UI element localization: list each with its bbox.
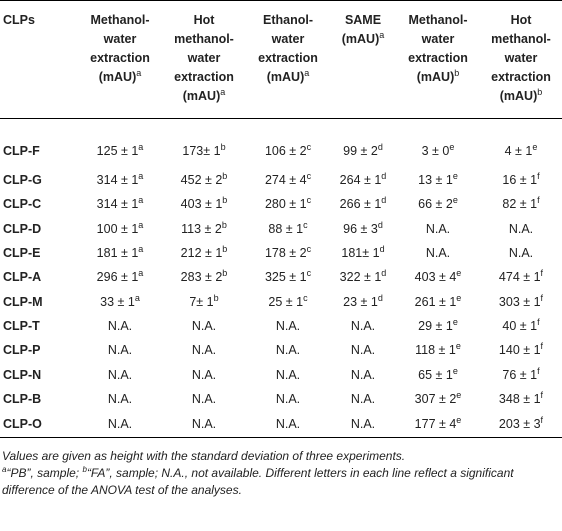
row-label: CLP-T bbox=[3, 318, 40, 333]
table-cell bbox=[78, 241, 162, 265]
table-cell bbox=[246, 387, 330, 411]
cell-value: 66 ± 2 bbox=[418, 197, 453, 212]
cell-value: 314 ± 1 bbox=[96, 173, 139, 188]
table-cell bbox=[246, 411, 330, 438]
table-cell bbox=[162, 217, 246, 241]
table-cell bbox=[480, 119, 562, 169]
table-row bbox=[0, 362, 562, 386]
cell-value: N.A. bbox=[191, 367, 217, 382]
cell-value: 274 ± 4 bbox=[264, 173, 307, 188]
table-cell bbox=[162, 265, 246, 289]
table-cell bbox=[480, 217, 562, 241]
significance-letter: b bbox=[222, 195, 228, 206]
cell-value: 96 ± 3 bbox=[343, 221, 378, 236]
cell-value: 33 ± 1 bbox=[100, 294, 135, 309]
significance-letter: e bbox=[456, 389, 462, 400]
significance-letter: a bbox=[138, 268, 144, 279]
cell-value: 100 ± 1 bbox=[96, 221, 139, 236]
table-cell bbox=[246, 362, 330, 386]
column-header-1 bbox=[78, 1, 162, 119]
table-cell bbox=[396, 338, 480, 362]
table-cell bbox=[162, 387, 246, 411]
column-header-clps bbox=[0, 1, 78, 119]
cell-value: 177 ± 4 bbox=[414, 416, 457, 431]
significance-letter: b bbox=[213, 292, 219, 303]
table-row bbox=[0, 241, 562, 265]
table-row bbox=[0, 338, 562, 362]
cell-value: 113 ± 2 bbox=[181, 221, 222, 236]
footnote-values: Values are given as height with the standard deviation of three experiments. bbox=[2, 449, 406, 463]
row-label: CLP-A bbox=[3, 270, 42, 285]
table-cell bbox=[246, 289, 330, 313]
header-line: Ethanol- bbox=[263, 13, 313, 27]
header-line: Methanol- bbox=[90, 13, 150, 27]
table-cell bbox=[330, 168, 396, 192]
cell-value: N.A. bbox=[425, 246, 451, 261]
significance-letter: d bbox=[377, 141, 383, 152]
row-label: CLP-B bbox=[3, 391, 42, 406]
cell-value: 40 ± 1 bbox=[502, 318, 538, 333]
header-superscript: a bbox=[379, 30, 385, 40]
table-row bbox=[0, 411, 562, 438]
table-cell bbox=[480, 314, 562, 338]
column-header-3 bbox=[246, 1, 330, 119]
table-cell bbox=[396, 289, 480, 313]
table-cell bbox=[396, 362, 480, 386]
table-cell bbox=[396, 387, 480, 411]
cell-value: N.A. bbox=[508, 246, 534, 261]
table-cell bbox=[78, 217, 162, 241]
significance-letter: c bbox=[306, 268, 312, 279]
header-line: methanol- bbox=[174, 32, 234, 46]
cell-value: 403 ± 1 bbox=[180, 197, 223, 212]
header-superscript: b bbox=[537, 87, 543, 97]
significance-letter: a bbox=[138, 171, 144, 182]
cell-value: 452 ± 2 bbox=[180, 173, 223, 188]
cell-value: 16 ± 1 bbox=[502, 173, 538, 188]
cell-value: 7± 1 bbox=[189, 294, 214, 309]
cell-value: 88 ± 1 bbox=[268, 221, 304, 236]
table-cell bbox=[330, 314, 396, 338]
table-cell bbox=[246, 217, 330, 241]
table-cell bbox=[162, 362, 246, 386]
footnote-text-b: “FA”, sample; N.A., not available. Different letters in each line reflect a significant difference of the ANOVA test of the analyses. bbox=[2, 466, 514, 497]
table-cell bbox=[162, 168, 246, 192]
table-cell bbox=[480, 192, 562, 216]
cell-value: 296 ± 1 bbox=[96, 270, 139, 285]
table-cell bbox=[330, 241, 396, 265]
table-cell bbox=[78, 168, 162, 192]
row-label: CLP-M bbox=[3, 294, 43, 309]
header-row bbox=[0, 1, 562, 119]
table-row bbox=[0, 217, 562, 241]
cell-value: 280 ± 1 bbox=[264, 197, 307, 212]
table-cell bbox=[330, 362, 396, 386]
cell-value: 403 ± 4 bbox=[414, 270, 457, 285]
header-line: (mAU) bbox=[182, 89, 221, 103]
table-cell bbox=[78, 314, 162, 338]
table-cell bbox=[162, 314, 246, 338]
cell-value: 266 ± 1 bbox=[339, 197, 382, 212]
table-cell bbox=[246, 192, 330, 216]
table-cell bbox=[330, 192, 396, 216]
significance-letter: e bbox=[452, 171, 458, 182]
table-cell bbox=[396, 411, 480, 438]
table-cell bbox=[396, 192, 480, 216]
header-line: methanol- bbox=[491, 32, 551, 46]
table-cell bbox=[246, 265, 330, 289]
table-cell bbox=[480, 265, 562, 289]
table-cell bbox=[162, 119, 246, 169]
cell-value: 322 ± 1 bbox=[339, 270, 382, 285]
cell-value: 264 ± 1 bbox=[339, 173, 382, 188]
cell-value: 474 ± 1 bbox=[498, 270, 541, 285]
significance-letter: e bbox=[456, 414, 462, 425]
table-cell bbox=[330, 217, 396, 241]
table-cell bbox=[480, 411, 562, 438]
cell-value: 303 ± 1 bbox=[498, 294, 541, 309]
significance-letter: e bbox=[455, 341, 461, 352]
table-cell bbox=[246, 241, 330, 265]
header-line: (mAU) bbox=[266, 70, 305, 84]
significance-letter: a bbox=[138, 244, 144, 255]
significance-letter: b bbox=[222, 171, 228, 182]
header-line: extraction bbox=[174, 70, 234, 84]
cell-value: N.A. bbox=[350, 391, 376, 406]
footnote-sup-a: a bbox=[2, 465, 7, 474]
cell-value: 13 ± 1 bbox=[418, 173, 453, 188]
significance-letter: f bbox=[540, 341, 544, 352]
table-cell bbox=[246, 314, 330, 338]
cell-value: 118 ± 1 bbox=[415, 343, 456, 358]
table-cell bbox=[330, 338, 396, 362]
header-line: extraction bbox=[258, 51, 318, 65]
header-superscript: a bbox=[304, 68, 310, 78]
cell-value: N.A. bbox=[107, 391, 133, 406]
table-cell bbox=[162, 411, 246, 438]
cell-value: 29 ± 1 bbox=[418, 318, 453, 333]
column-header-6 bbox=[480, 1, 562, 119]
cell-value: 25 ± 1 bbox=[268, 294, 304, 309]
header-line: water bbox=[504, 51, 538, 65]
header-line: Methanol- bbox=[408, 13, 468, 27]
cell-value: 173± 1 bbox=[182, 143, 221, 158]
table-cell bbox=[162, 289, 246, 313]
table-row bbox=[0, 289, 562, 313]
row-label: CLP-F bbox=[3, 143, 40, 158]
cell-value: 140 ± 1 bbox=[498, 343, 541, 358]
header-line: extraction bbox=[90, 51, 150, 65]
header-line: water bbox=[271, 32, 305, 46]
table-cell bbox=[480, 168, 562, 192]
footnote-text-a: “PB”, sample; bbox=[6, 466, 83, 480]
cell-value: 125 ± 1 bbox=[96, 143, 139, 158]
header-superscript: b bbox=[454, 68, 460, 78]
header-line: SAME bbox=[344, 13, 382, 27]
footnote-legend bbox=[0, 465, 562, 499]
cell-value: N.A. bbox=[107, 367, 133, 382]
header-line: (mAU) bbox=[416, 70, 455, 84]
significance-letter: e bbox=[452, 316, 458, 327]
significance-letter: d bbox=[381, 171, 387, 182]
cell-value: 76 ± 1 bbox=[502, 367, 538, 382]
row-label: CLP-O bbox=[0, 411, 78, 438]
row-label: CLP-D bbox=[3, 221, 42, 236]
cell-value: N.A. bbox=[425, 221, 451, 236]
column-header-4 bbox=[330, 1, 396, 119]
table-row bbox=[0, 192, 562, 216]
significance-letter: e bbox=[456, 292, 462, 303]
table-body bbox=[0, 119, 562, 438]
header-line: water bbox=[421, 32, 455, 46]
significance-letter: f bbox=[537, 365, 540, 376]
cell-value: 178 ± 2 bbox=[264, 246, 307, 261]
table-cell bbox=[78, 265, 162, 289]
table-cell bbox=[396, 265, 480, 289]
significance-letter: e bbox=[456, 268, 462, 279]
header-superscript: a bbox=[220, 87, 226, 97]
cell-value: N.A. bbox=[275, 367, 301, 382]
table-row bbox=[0, 314, 562, 338]
significance-letter: c bbox=[306, 141, 312, 152]
footnote-sup-b: b bbox=[82, 465, 87, 474]
significance-letter: d bbox=[381, 268, 387, 279]
cell-value: N.A. bbox=[191, 318, 217, 333]
cell-value: 348 ± 1 bbox=[498, 391, 541, 406]
cell-value: 325 ± 1 bbox=[264, 270, 307, 285]
table-cell bbox=[246, 168, 330, 192]
table-cell bbox=[162, 241, 246, 265]
header-superscript: a bbox=[136, 68, 142, 78]
table-cell bbox=[330, 387, 396, 411]
table-footnotes bbox=[0, 448, 562, 499]
cell-value: N.A. bbox=[275, 416, 301, 431]
significance-letter: b bbox=[222, 268, 228, 279]
header-line: water bbox=[103, 32, 137, 46]
table-cell bbox=[78, 338, 162, 362]
significance-letter: a bbox=[138, 195, 144, 206]
cell-value: N.A. bbox=[107, 343, 133, 358]
cell-value: N.A. bbox=[275, 318, 301, 333]
cell-value: N.A. bbox=[191, 391, 217, 406]
cell-value: N.A. bbox=[275, 391, 301, 406]
cell-value: N.A. bbox=[275, 343, 301, 358]
table-cell bbox=[480, 289, 562, 313]
row-label: CLP-C bbox=[3, 197, 42, 212]
table-row bbox=[0, 387, 562, 411]
table-cell bbox=[330, 119, 396, 169]
significance-letter: d bbox=[377, 219, 383, 230]
significance-letter: f bbox=[537, 171, 540, 182]
significance-letter: e bbox=[449, 141, 455, 152]
header-line: Hot bbox=[510, 13, 532, 27]
table-cell bbox=[78, 289, 162, 313]
table-cell bbox=[480, 387, 562, 411]
significance-letter: c bbox=[306, 195, 312, 206]
table-cell bbox=[330, 289, 396, 313]
cell-value: N.A. bbox=[350, 367, 376, 382]
significance-letter: b bbox=[220, 141, 226, 152]
cell-value: N.A. bbox=[350, 318, 376, 333]
header-line: CLPs bbox=[3, 13, 35, 27]
table-cell bbox=[78, 192, 162, 216]
cell-value: N.A. bbox=[191, 416, 217, 431]
column-header-2 bbox=[162, 1, 246, 119]
cell-value: 203 ± 3 bbox=[498, 416, 541, 431]
header-line: (mAU) bbox=[499, 89, 538, 103]
table-cell bbox=[78, 362, 162, 386]
table-cell bbox=[78, 411, 162, 438]
significance-letter: f bbox=[540, 414, 544, 425]
table-row bbox=[0, 265, 562, 289]
header-line: Hot bbox=[193, 13, 215, 27]
row-label: CLP-E bbox=[3, 246, 41, 261]
cell-value: 65 ± 1 bbox=[418, 367, 453, 382]
significance-letter: f bbox=[537, 316, 540, 327]
table-cell bbox=[396, 314, 480, 338]
cell-value: 181 ± 1 bbox=[96, 246, 139, 261]
header-line: (mAU) bbox=[341, 32, 380, 46]
significance-letter: c bbox=[303, 219, 308, 230]
significance-letter: d bbox=[377, 292, 383, 303]
row-label: CLP-P bbox=[3, 343, 41, 358]
significance-letter: c bbox=[303, 292, 308, 303]
significance-letter: f bbox=[540, 292, 544, 303]
table-cell bbox=[396, 217, 480, 241]
table-cell bbox=[246, 119, 330, 169]
table-cell bbox=[396, 168, 480, 192]
cell-value: 212 ± 1 bbox=[180, 246, 223, 261]
table-cell bbox=[246, 338, 330, 362]
header-line: (mAU) bbox=[98, 70, 137, 84]
table-cell bbox=[330, 265, 396, 289]
cell-value: 82 ± 1 bbox=[502, 197, 538, 212]
significance-letter: d bbox=[381, 195, 387, 206]
cell-value: 314 ± 1 bbox=[96, 197, 139, 212]
significance-letter: d bbox=[379, 244, 385, 255]
significance-letter: e bbox=[452, 365, 458, 376]
cell-value: N.A. bbox=[350, 343, 376, 358]
significance-letter: b bbox=[222, 244, 228, 255]
table-cell bbox=[78, 119, 162, 169]
cell-value: 106 ± 2 bbox=[264, 143, 307, 158]
row-label: CLP-N bbox=[3, 367, 42, 382]
table-cell bbox=[78, 387, 162, 411]
significance-letter: a bbox=[134, 292, 140, 303]
table-cell bbox=[396, 241, 480, 265]
table-cell bbox=[396, 119, 480, 169]
significance-letter: a bbox=[138, 219, 144, 230]
table-cell bbox=[480, 362, 562, 386]
significance-letter: f bbox=[537, 195, 540, 206]
cell-value: 283 ± 2 bbox=[180, 270, 223, 285]
column-header-5 bbox=[396, 1, 480, 119]
cell-value: 181± 1 bbox=[341, 246, 380, 261]
cell-value: N.A. bbox=[107, 416, 133, 431]
significance-letter: c bbox=[306, 171, 312, 182]
table-cell bbox=[330, 411, 396, 438]
cell-value: 261 ± 1 bbox=[414, 294, 457, 309]
table-row bbox=[0, 119, 562, 169]
significance-letter: e bbox=[532, 141, 538, 152]
header-line: extraction bbox=[408, 51, 468, 65]
significance-letter: c bbox=[306, 244, 312, 255]
table-cell bbox=[480, 338, 562, 362]
cell-value: 4 ± 1 bbox=[504, 143, 533, 158]
cell-value: 99 ± 2 bbox=[343, 143, 378, 158]
cell-value: N.A. bbox=[508, 221, 534, 236]
cell-value: N.A. bbox=[350, 416, 376, 431]
significance-letter: a bbox=[138, 141, 144, 152]
table-cell bbox=[480, 241, 562, 265]
cell-value: 307 ± 2 bbox=[414, 391, 457, 406]
header-line: water bbox=[187, 51, 221, 65]
cell-value: 3 ± 0 bbox=[421, 143, 450, 158]
significance-letter: b bbox=[221, 219, 227, 230]
significance-letter: f bbox=[540, 389, 544, 400]
header-line: extraction bbox=[491, 70, 551, 84]
row-label: CLP-G bbox=[3, 173, 42, 188]
table-cell bbox=[162, 192, 246, 216]
table-row bbox=[0, 168, 562, 192]
significance-letter: f bbox=[540, 268, 544, 279]
cell-value: N.A. bbox=[191, 343, 217, 358]
cell-value: 23 ± 1 bbox=[343, 294, 378, 309]
table-cell bbox=[162, 338, 246, 362]
cell-value: N.A. bbox=[107, 318, 133, 333]
significance-letter: e bbox=[452, 195, 458, 206]
